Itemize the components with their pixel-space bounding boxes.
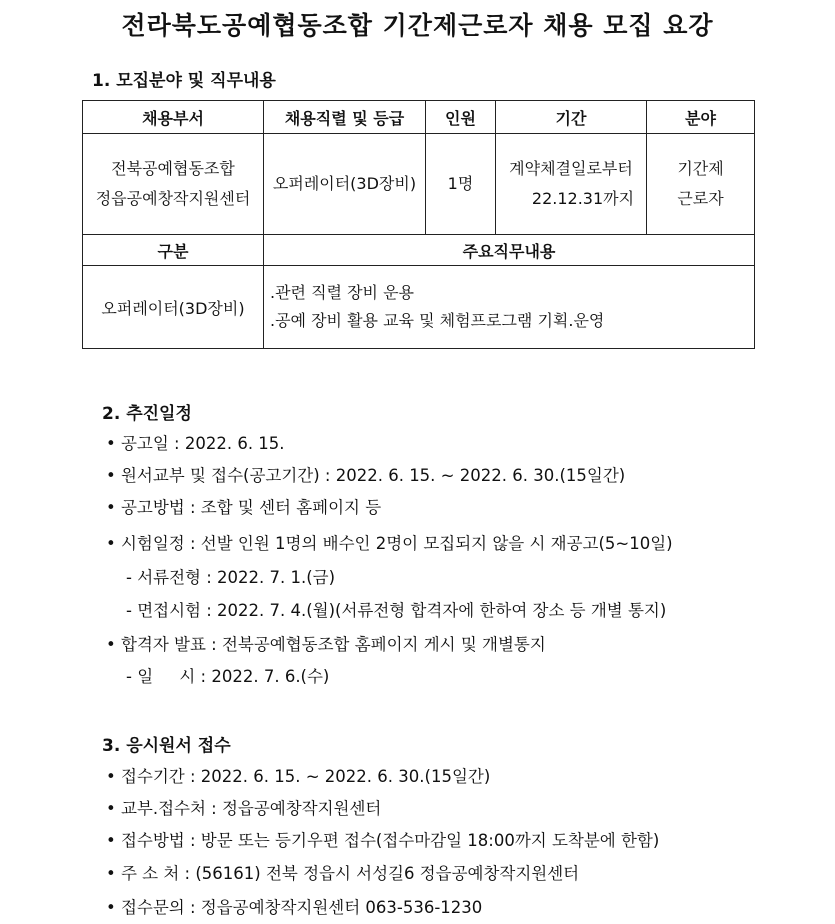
schedule-item: • 시험일정 : 선발 인원 1명의 배수인 2명이 모집되지 않을 시 재공고(5~10일) xyxy=(106,534,673,553)
header-period: 기간 xyxy=(496,101,647,134)
dept-line1: 전북공예협동조합 xyxy=(111,159,235,178)
header-dept: 채용부서 xyxy=(83,101,264,134)
duty-item: .공예 장비 활용 교육 및 체험프로그램 기획.운영 xyxy=(270,311,605,330)
header-count: 인원 xyxy=(426,101,496,134)
document-title: 전라북도공예협동조합 기간제근로자 채용 모집 요강 xyxy=(121,11,714,40)
recruitment-table xyxy=(82,100,755,349)
section1-heading: 1. 모집분야 및 직무내용 xyxy=(92,71,276,91)
cell-period xyxy=(496,134,647,235)
application-item: • 접수방법 : 방문 또는 등기우편 접수(접수마감일 18:00까지 도착분에 한함) xyxy=(106,831,660,850)
application-item: • 접수문의 : 정읍공예창작지원센터 063-536-1230 xyxy=(106,898,483,917)
period-line1: 계약체결일로부터 xyxy=(509,159,633,178)
section2-heading: 2. 추진일정 xyxy=(102,404,192,424)
cell-duties xyxy=(264,266,755,349)
header-field: 분야 xyxy=(647,101,755,134)
period-line2: 22.12.31까지 xyxy=(531,189,635,208)
application-item: • 접수기간 : 2022. 6. 15. ~ 2022. 6. 30.(15일간) xyxy=(106,767,491,786)
cell-dept xyxy=(83,134,264,235)
table-subheader-row xyxy=(83,235,755,266)
field-line1: 기간제 xyxy=(677,159,724,178)
table-row xyxy=(83,134,755,235)
cell-count: 1명 xyxy=(426,134,496,235)
schedule-subitem: - 일 시 : 2022. 7. 6.(수) xyxy=(126,667,330,686)
dept-line2: 정읍공예창작지원센터 xyxy=(95,189,251,208)
section3-heading: 3. 응시원서 접수 xyxy=(102,736,231,756)
field-line2: 근로자 xyxy=(677,189,724,208)
application-item: • 교부.접수처 : 정읍공예창작지원센터 xyxy=(106,799,382,818)
application-item: • 주 소 처 : (56161) 전북 정읍시 서성길6 정읍공예창작지원센터 xyxy=(106,864,580,883)
schedule-item: • 원서교부 및 접수(공고기간) : 2022. 6. 15. ~ 2022. 6. 30.(15일간) xyxy=(106,466,626,485)
header-position: 채용직렬 및 등급 xyxy=(264,101,426,134)
schedule-item: • 공고일 : 2022. 6. 15. xyxy=(106,434,285,453)
table-header-row xyxy=(83,101,755,134)
subheader-category: 구분 xyxy=(83,235,264,266)
cell-duty-category: 오퍼레이터(3D장비) xyxy=(83,266,264,349)
cell-position: 오퍼레이터(3D장비) xyxy=(264,134,426,235)
schedule-subitem: - 면접시험 : 2022. 7. 4.(월)(서류전형 합격자에 한하여 장소 등 개별 통지) xyxy=(126,601,667,620)
subheader-duties: 주요직무내용 xyxy=(264,235,755,266)
cell-field xyxy=(647,134,755,235)
duty-item: .관련 직렬 장비 운용 xyxy=(270,283,414,302)
schedule-item: • 공고방법 : 조합 및 센터 홈페이지 등 xyxy=(106,498,382,517)
schedule-subitem: - 서류전형 : 2022. 7. 1.(금) xyxy=(126,568,336,587)
schedule-item: • 합격자 발표 : 전북공예협동조합 홈페이지 게시 및 개별통지 xyxy=(106,635,546,654)
table-row xyxy=(83,266,755,349)
